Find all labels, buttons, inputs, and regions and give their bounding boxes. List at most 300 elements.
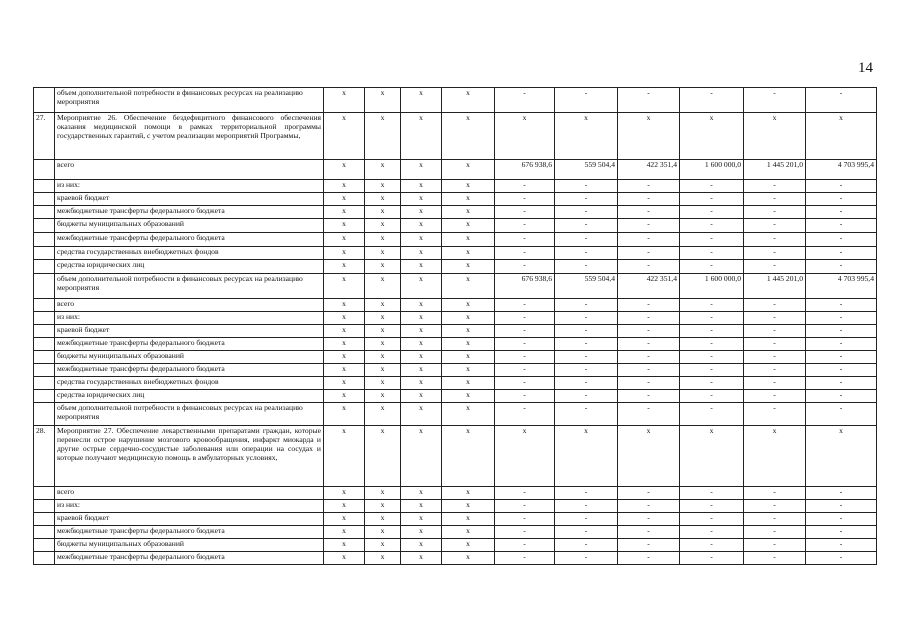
x-mark-cell: x <box>365 325 401 338</box>
table-row <box>34 160 877 180</box>
value-cell: - <box>680 88 744 113</box>
row-number-cell <box>34 274 55 299</box>
x-mark-cell: x <box>324 552 365 565</box>
value-cell: - <box>495 233 555 247</box>
value-cell: 1 445 201,0 <box>744 160 806 180</box>
row-label-cell: бюджеты муниципальных образований <box>55 539 324 552</box>
value-cell: - <box>555 206 618 219</box>
value-cell: - <box>806 325 877 338</box>
value-cell: - <box>555 299 618 312</box>
row-number-cell <box>34 487 55 500</box>
x-mark-cell: x <box>365 426 401 487</box>
value-cell: x <box>744 113 806 160</box>
x-mark-cell: x <box>324 274 365 299</box>
row-label-cell: объем дополнительной потребности в финансовых ресурсах на реализацию мероприятия <box>55 88 324 113</box>
value-cell: - <box>555 513 618 526</box>
value-cell: - <box>555 487 618 500</box>
row-label-cell: всего <box>55 299 324 312</box>
value-cell: - <box>806 364 877 377</box>
value-cell: - <box>806 351 877 364</box>
value-cell: - <box>744 351 806 364</box>
value-cell: - <box>744 180 806 193</box>
x-mark-cell: x <box>401 160 442 180</box>
table-row <box>34 426 877 487</box>
value-cell: - <box>744 539 806 552</box>
row-number-cell <box>34 206 55 219</box>
x-mark-cell: x <box>401 299 442 312</box>
row-label-cell: средства юридических лиц <box>55 260 324 274</box>
value-cell: x <box>618 113 680 160</box>
x-mark-cell: x <box>401 351 442 364</box>
row-label-cell: Мероприятие 26. Обеспечение бездефицитного финансового обеспечения оказания медицинской помощи в рамках территориальной программы государственных гарантий, с учетом реализации мероприятий Программы, <box>55 113 324 160</box>
value-cell: x <box>495 113 555 160</box>
x-mark-cell: x <box>365 390 401 403</box>
row-number-cell <box>34 325 55 338</box>
x-mark-cell: x <box>401 338 442 351</box>
row-label-cell: средства государственных внебюджетных фондов <box>55 247 324 260</box>
value-cell: - <box>806 552 877 565</box>
table-row <box>34 274 877 299</box>
x-mark-cell: x <box>401 390 442 403</box>
value-cell: - <box>680 377 744 390</box>
value-cell: - <box>744 193 806 206</box>
row-number-cell <box>34 500 55 513</box>
table-row <box>34 206 877 219</box>
value-cell: 422 351,4 <box>618 274 680 299</box>
value-cell: - <box>495 312 555 325</box>
value-cell: - <box>555 247 618 260</box>
table-row <box>34 526 877 539</box>
value-cell: 1 600 000,0 <box>680 274 744 299</box>
row-number-cell <box>34 219 55 233</box>
value-cell: - <box>806 299 877 312</box>
x-mark-cell: x <box>365 260 401 274</box>
value-cell: - <box>495 206 555 219</box>
table-row <box>34 193 877 206</box>
x-mark-cell: x <box>401 206 442 219</box>
value-cell: - <box>744 88 806 113</box>
x-mark-cell: x <box>324 312 365 325</box>
value-cell: - <box>618 180 680 193</box>
value-cell: x <box>806 113 877 160</box>
x-mark-cell: x <box>442 113 495 160</box>
x-mark-cell: x <box>324 88 365 113</box>
row-label-cell: Мероприятие 27. Обеспечение лекарственными препаратами граждан, которые перенесли острое нарушение мозгового кровообращения, инфаркт миокарда и другие острые сердечно-сосудистые заболевания или операции на сосудах и которые получают медицинскую помощь в амбулаторных условиях, <box>55 426 324 487</box>
value-cell: - <box>680 233 744 247</box>
table-row <box>34 390 877 403</box>
table-row <box>34 113 877 160</box>
value-cell: - <box>618 487 680 500</box>
x-mark-cell: x <box>401 364 442 377</box>
value-cell: - <box>680 552 744 565</box>
value-cell: - <box>555 552 618 565</box>
x-mark-cell: x <box>324 206 365 219</box>
value-cell: - <box>806 247 877 260</box>
value-cell: - <box>744 299 806 312</box>
value-cell: 676 938,6 <box>495 274 555 299</box>
x-mark-cell: x <box>401 325 442 338</box>
value-cell: - <box>555 193 618 206</box>
value-cell: - <box>806 206 877 219</box>
x-mark-cell: x <box>442 377 495 390</box>
value-cell: - <box>806 233 877 247</box>
value-cell: - <box>495 364 555 377</box>
row-label-cell: средства государственных внебюджетных фондов <box>55 377 324 390</box>
x-mark-cell: x <box>324 513 365 526</box>
value-cell: - <box>680 487 744 500</box>
value-cell: - <box>495 180 555 193</box>
value-cell: - <box>495 403 555 426</box>
value-cell: - <box>744 219 806 233</box>
x-mark-cell: x <box>365 247 401 260</box>
value-cell: - <box>680 312 744 325</box>
value-cell: 422 351,4 <box>618 160 680 180</box>
x-mark-cell: x <box>401 247 442 260</box>
value-cell: - <box>744 390 806 403</box>
row-label-cell: бюджеты муниципальных образований <box>55 351 324 364</box>
value-cell: - <box>555 88 618 113</box>
value-cell: - <box>495 299 555 312</box>
x-mark-cell: x <box>365 351 401 364</box>
row-number-cell: 28. <box>34 426 55 487</box>
table-row <box>34 403 877 426</box>
row-label-cell: бюджеты муниципальных образований <box>55 219 324 233</box>
table-row <box>34 539 877 552</box>
value-cell: x <box>555 113 618 160</box>
x-mark-cell: x <box>324 364 365 377</box>
x-mark-cell: x <box>401 274 442 299</box>
value-cell: - <box>555 364 618 377</box>
x-mark-cell: x <box>442 312 495 325</box>
value-cell: - <box>618 513 680 526</box>
table-row <box>34 180 877 193</box>
x-mark-cell: x <box>365 206 401 219</box>
row-number-cell <box>34 513 55 526</box>
row-label-cell: объем дополнительной потребности в финансовых ресурсах на реализацию мероприятия <box>55 403 324 426</box>
row-label-cell: межбюджетные трансферты федерального бюджета <box>55 206 324 219</box>
page-number: 14 <box>858 60 873 76</box>
x-mark-cell: x <box>365 338 401 351</box>
row-label-cell: межбюджетные трансферты федерального бюджета <box>55 233 324 247</box>
x-mark-cell: x <box>401 552 442 565</box>
x-mark-cell: x <box>365 377 401 390</box>
value-cell: - <box>680 390 744 403</box>
value-cell: - <box>618 312 680 325</box>
value-cell: - <box>618 325 680 338</box>
row-label-cell: из них: <box>55 500 324 513</box>
row-label-cell: из них: <box>55 312 324 325</box>
x-mark-cell: x <box>324 487 365 500</box>
x-mark-cell: x <box>442 390 495 403</box>
value-cell: - <box>495 552 555 565</box>
value-cell: - <box>806 88 877 113</box>
value-cell: x <box>555 426 618 487</box>
row-number-cell <box>34 299 55 312</box>
row-label-cell: межбюджетные трансферты федерального бюджета <box>55 364 324 377</box>
x-mark-cell: x <box>365 403 401 426</box>
x-mark-cell: x <box>365 274 401 299</box>
value-cell: - <box>806 500 877 513</box>
row-number-cell <box>34 233 55 247</box>
x-mark-cell: x <box>442 487 495 500</box>
x-mark-cell: x <box>365 364 401 377</box>
value-cell: - <box>495 500 555 513</box>
value-cell: - <box>680 206 744 219</box>
x-mark-cell: x <box>442 426 495 487</box>
value-cell: 676 938,6 <box>495 160 555 180</box>
value-cell: - <box>618 299 680 312</box>
table-row <box>34 88 877 113</box>
value-cell: - <box>680 539 744 552</box>
value-cell: - <box>618 500 680 513</box>
value-cell: - <box>744 338 806 351</box>
x-mark-cell: x <box>401 513 442 526</box>
value-cell: - <box>680 260 744 274</box>
value-cell: - <box>495 193 555 206</box>
value-cell: - <box>680 325 744 338</box>
table-row <box>34 377 877 390</box>
value-cell: - <box>680 219 744 233</box>
value-cell: - <box>744 487 806 500</box>
value-cell: 1 600 000,0 <box>680 160 744 180</box>
value-cell: - <box>555 351 618 364</box>
table-row <box>34 325 877 338</box>
value-cell: - <box>618 193 680 206</box>
value-cell: - <box>744 513 806 526</box>
value-cell: - <box>806 338 877 351</box>
value-cell: - <box>495 247 555 260</box>
x-mark-cell: x <box>365 219 401 233</box>
value-cell: - <box>744 325 806 338</box>
value-cell: - <box>495 325 555 338</box>
x-mark-cell: x <box>365 233 401 247</box>
x-mark-cell: x <box>442 160 495 180</box>
x-mark-cell: x <box>365 526 401 539</box>
value-cell: - <box>555 260 618 274</box>
x-mark-cell: x <box>401 377 442 390</box>
x-mark-cell: x <box>365 113 401 160</box>
table-row <box>34 219 877 233</box>
x-mark-cell: x <box>401 500 442 513</box>
value-cell: - <box>618 552 680 565</box>
x-mark-cell: x <box>365 513 401 526</box>
value-cell: x <box>744 426 806 487</box>
x-mark-cell: x <box>365 180 401 193</box>
value-cell: 4 703 995,4 <box>806 274 877 299</box>
table-row <box>34 351 877 364</box>
x-mark-cell: x <box>401 539 442 552</box>
value-cell: - <box>806 403 877 426</box>
x-mark-cell: x <box>442 351 495 364</box>
x-mark-cell: x <box>442 299 495 312</box>
x-mark-cell: x <box>401 260 442 274</box>
value-cell: - <box>555 312 618 325</box>
x-mark-cell: x <box>401 403 442 426</box>
x-mark-cell: x <box>324 500 365 513</box>
value-cell: - <box>618 247 680 260</box>
x-mark-cell: x <box>324 193 365 206</box>
value-cell: - <box>618 364 680 377</box>
x-mark-cell: x <box>442 325 495 338</box>
table-row <box>34 233 877 247</box>
x-mark-cell: x <box>401 193 442 206</box>
value-cell: - <box>806 487 877 500</box>
value-cell: - <box>495 351 555 364</box>
value-cell: - <box>618 88 680 113</box>
value-cell: - <box>618 219 680 233</box>
value-cell: - <box>555 377 618 390</box>
value-cell: 1 445 201,0 <box>744 274 806 299</box>
x-mark-cell: x <box>401 526 442 539</box>
x-mark-cell: x <box>442 526 495 539</box>
x-mark-cell: x <box>324 403 365 426</box>
row-label-cell: межбюджетные трансферты федерального бюджета <box>55 552 324 565</box>
row-label-cell: краевой бюджет <box>55 193 324 206</box>
x-mark-cell: x <box>365 299 401 312</box>
value-cell: - <box>806 526 877 539</box>
budget-table <box>33 87 877 565</box>
x-mark-cell: x <box>365 500 401 513</box>
row-number-cell <box>34 552 55 565</box>
value-cell: x <box>806 426 877 487</box>
row-label-cell: из них: <box>55 180 324 193</box>
value-cell: - <box>680 351 744 364</box>
value-cell: - <box>555 180 618 193</box>
value-cell: - <box>744 206 806 219</box>
value-cell: - <box>555 500 618 513</box>
x-mark-cell: x <box>442 193 495 206</box>
x-mark-cell: x <box>442 88 495 113</box>
table-row <box>34 299 877 312</box>
row-label-cell: средства юридических лиц <box>55 390 324 403</box>
row-number-cell <box>34 403 55 426</box>
value-cell: - <box>495 88 555 113</box>
value-cell: - <box>495 390 555 403</box>
row-number-cell <box>34 260 55 274</box>
row-label-cell: объем дополнительной потребности в финансовых ресурсах на реализацию мероприятия <box>55 274 324 299</box>
table-row <box>34 500 877 513</box>
x-mark-cell: x <box>324 247 365 260</box>
x-mark-cell: x <box>365 193 401 206</box>
x-mark-cell: x <box>442 219 495 233</box>
value-cell: - <box>555 338 618 351</box>
value-cell: - <box>744 233 806 247</box>
x-mark-cell: x <box>401 180 442 193</box>
value-cell: - <box>744 312 806 325</box>
row-label-cell: краевой бюджет <box>55 513 324 526</box>
x-mark-cell: x <box>401 312 442 325</box>
x-mark-cell: x <box>324 377 365 390</box>
x-mark-cell: x <box>365 160 401 180</box>
value-cell: - <box>744 364 806 377</box>
x-mark-cell: x <box>324 526 365 539</box>
value-cell: - <box>495 219 555 233</box>
table-row <box>34 312 877 325</box>
x-mark-cell: x <box>324 338 365 351</box>
value-cell: - <box>680 180 744 193</box>
table-row <box>34 552 877 565</box>
x-mark-cell: x <box>401 426 442 487</box>
x-mark-cell: x <box>442 500 495 513</box>
value-cell: - <box>495 260 555 274</box>
x-mark-cell: x <box>442 338 495 351</box>
value-cell: - <box>495 338 555 351</box>
value-cell: - <box>744 403 806 426</box>
x-mark-cell: x <box>401 233 442 247</box>
value-cell: - <box>744 260 806 274</box>
value-cell: - <box>618 377 680 390</box>
value-cell: - <box>495 377 555 390</box>
value-cell: - <box>555 539 618 552</box>
value-cell: - <box>555 219 618 233</box>
x-mark-cell: x <box>365 88 401 113</box>
table-row <box>34 338 877 351</box>
value-cell: - <box>744 500 806 513</box>
x-mark-cell: x <box>442 247 495 260</box>
value-cell: - <box>555 233 618 247</box>
value-cell: - <box>806 180 877 193</box>
table-row <box>34 364 877 377</box>
value-cell: x <box>495 426 555 487</box>
row-number-cell <box>34 351 55 364</box>
x-mark-cell: x <box>442 260 495 274</box>
value-cell: - <box>806 539 877 552</box>
table-row <box>34 487 877 500</box>
x-mark-cell: x <box>324 113 365 160</box>
x-mark-cell: x <box>442 364 495 377</box>
x-mark-cell: x <box>324 180 365 193</box>
value-cell: - <box>555 325 618 338</box>
value-cell: - <box>744 526 806 539</box>
x-mark-cell: x <box>442 539 495 552</box>
value-cell: 559 504,4 <box>555 160 618 180</box>
row-number-cell <box>34 180 55 193</box>
x-mark-cell: x <box>442 180 495 193</box>
value-cell: - <box>555 390 618 403</box>
value-cell: - <box>618 233 680 247</box>
value-cell: - <box>806 513 877 526</box>
row-number-cell <box>34 193 55 206</box>
x-mark-cell: x <box>365 312 401 325</box>
x-mark-cell: x <box>324 351 365 364</box>
value-cell: - <box>618 351 680 364</box>
row-number-cell <box>34 247 55 260</box>
x-mark-cell: x <box>324 390 365 403</box>
value-cell: - <box>744 552 806 565</box>
x-mark-cell: x <box>324 160 365 180</box>
x-mark-cell: x <box>442 403 495 426</box>
row-number-cell <box>34 390 55 403</box>
value-cell: - <box>618 403 680 426</box>
row-number-cell <box>34 338 55 351</box>
x-mark-cell: x <box>401 88 442 113</box>
x-mark-cell: x <box>324 325 365 338</box>
value-cell: - <box>618 338 680 351</box>
x-mark-cell: x <box>324 299 365 312</box>
x-mark-cell: x <box>365 552 401 565</box>
value-cell: x <box>680 113 744 160</box>
value-cell: - <box>680 513 744 526</box>
value-cell: - <box>618 390 680 403</box>
x-mark-cell: x <box>442 206 495 219</box>
value-cell: - <box>680 299 744 312</box>
table-row <box>34 513 877 526</box>
value-cell: - <box>555 403 618 426</box>
value-cell: - <box>495 526 555 539</box>
value-cell: - <box>680 500 744 513</box>
value-cell: - <box>806 193 877 206</box>
value-cell: x <box>618 426 680 487</box>
